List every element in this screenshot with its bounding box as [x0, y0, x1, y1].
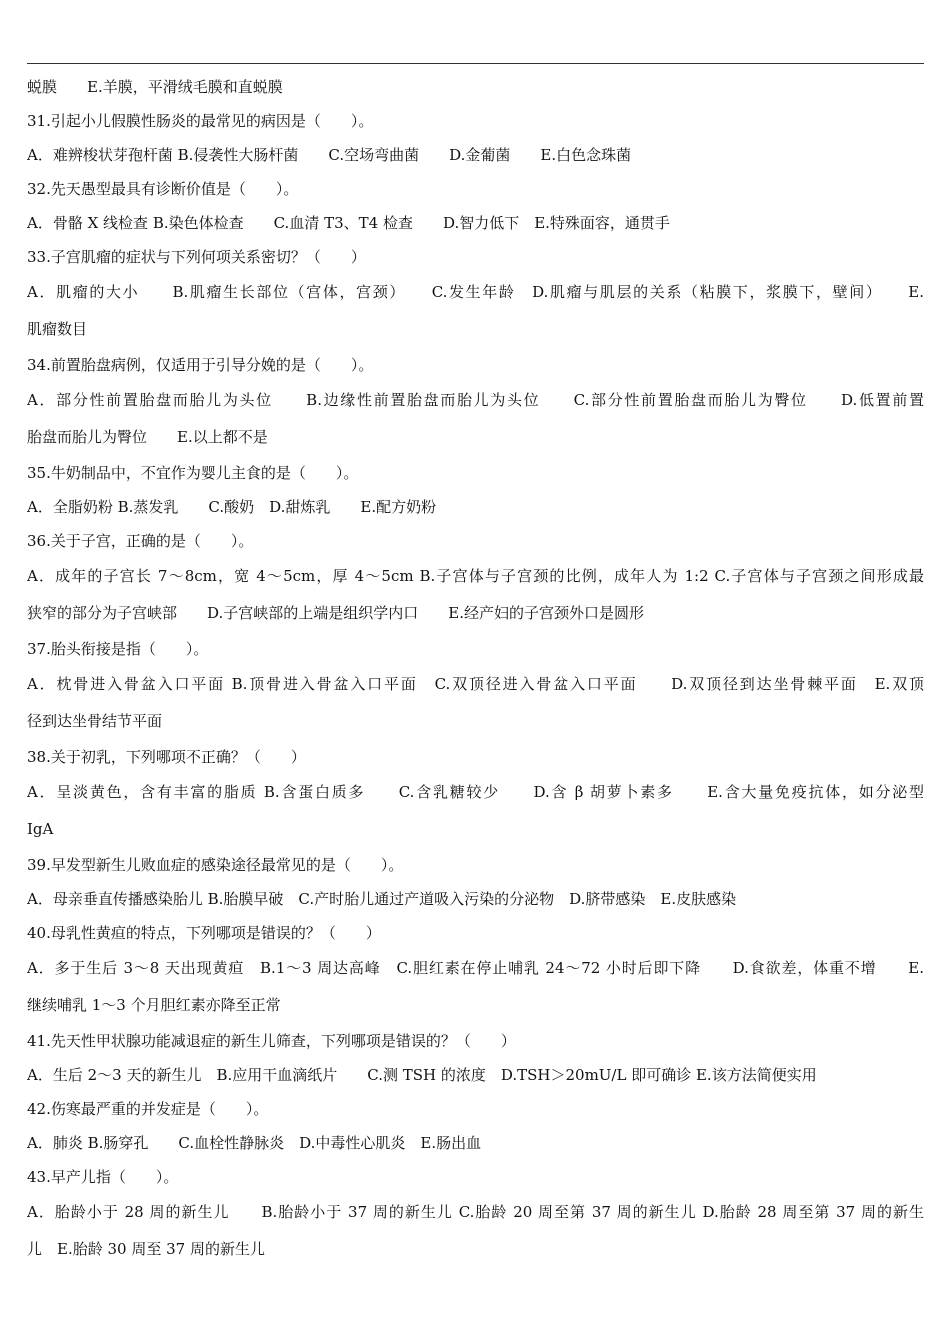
question-32-options: A．骨骼 X 线检查 B.染色体检查 C.血清 T3、T4 检查 D.智力低下 E.特殊面容，通贯手 — [27, 214, 670, 232]
question-42-options: A．肺炎 B.肠穿孔 C.血栓性静脉炎 D.中毒性心肌炎 E.肠出血 — [27, 1134, 482, 1152]
question-31-options: A．难辨梭状芽孢杆菌 B.侵袭性大肠杆菌 C.空场弯曲菌 D.金葡菌 E.白色念珠菌 — [27, 146, 632, 164]
question-37-options: A．枕骨进入骨盆入口平面 B.顶骨进入骨盆入口平面 C.双顶径进入骨盆入口平面 D.双顶径到达坐骨棘平面 E.双顶 — [27, 675, 924, 693]
question-37: 37.胎头衔接是指（ ）。 — [27, 640, 209, 658]
question-33: 33.子宫肌瘤的症状与下列何项关系密切？（ ） — [27, 248, 366, 266]
question-38-options: A．呈淡黄色，含有丰富的脂质 B.含蛋白质多 C.含乳糖较少 D.含 β 胡萝卜素多 E.含大量免疫抗体，如分泌型 — [27, 783, 924, 801]
question-35-options: A．全脂奶粉 B.蒸发乳 C.酸奶 D.甜炼乳 E.配方奶粉 — [27, 498, 437, 516]
question-31: 31.引起小儿假膜性肠炎的最常见的病因是（ ）。 — [27, 112, 374, 130]
question-39: 39.早发型新生儿败血症的感染途径最常见的是（ ）。 — [27, 856, 404, 874]
text-line-continuation: 蜕膜 E.羊膜，平滑绒毛膜和直蜕膜 — [27, 78, 283, 96]
question-33-options-cont: 肌瘤数目 — [27, 320, 88, 338]
question-35: 35.牛奶制品中，不宜作为婴儿主食的是（ ）。 — [27, 464, 359, 482]
question-33-options: A．肌瘤的大小 B.肌瘤生长部位（宫体，宫颈） C.发生年龄 D.肌瘤与肌层的关系（粘膜下，浆膜下，壁间） E. — [27, 283, 924, 301]
question-36: 36.关于子宫，正确的是（ ）。 — [27, 532, 254, 550]
question-38-options-cont: IgA — [27, 820, 54, 838]
question-32: 32.先天愚型最具有诊断价值是（ ）。 — [27, 180, 299, 198]
question-41-options: A．生后 2～3 天的新生儿 B.应用干血滴纸片 C.测 TSH 的浓度 D.TSH＞20mU/L 即可确诊 E.该方法简便实用 — [27, 1066, 817, 1084]
question-42: 42.伤寒最严重的并发症是（ ）。 — [27, 1100, 269, 1118]
document-body — [27, 70, 924, 1268]
question-34: 34.前置胎盘病例，仅适用于引导分娩的是（ ）。 — [27, 356, 374, 374]
question-41: 41.先天性甲状腺功能减退症的新生儿筛查，下列哪项是错误的？（ ） — [27, 1032, 516, 1050]
question-39-options: A．母亲垂直传播感染胎儿 B.胎膜早破 C.产时胎儿通过产道吸入污染的分泌物 D.脐带感染 E.皮肤感染 — [27, 890, 737, 908]
question-40-options: A．多于生后 3～8 天出现黄疸 B.1～3 周达高峰 C.胆红素在停止哺乳 24～72 小时后即下降 D.食欲差，体重不增 E. — [27, 959, 924, 977]
question-38: 38.关于初乳，下列哪项不正确？（ ） — [27, 748, 306, 766]
header-rule — [27, 63, 924, 64]
question-43-options: A．胎龄小于 28 周的新生儿 B.胎龄小于 37 周的新生儿 C.胎龄 20 周至第 37 周的新生儿 D.胎龄 28 周至第 37 周的新生 — [27, 1203, 924, 1221]
question-36-options-cont: 狭窄的部分为子宫峡部 D.子宫峡部的上端是组织学内口 E.经产妇的子宫颈外口是圆形 — [27, 604, 644, 622]
question-37-options-cont: 径到达坐骨结节平面 — [27, 712, 163, 730]
question-36-options: A．成年的子宫长 7～8cm，宽 4～5cm，厚 4～5cm B.子宫体与子宫颈的比例，成年人为 1:2 C.子宫体与子宫颈之间形成最 — [27, 567, 924, 585]
question-43: 43.早产儿指（ ）。 — [27, 1168, 179, 1186]
question-34-options-cont: 胎盘而胎儿为臀位 E.以上都不是 — [27, 428, 268, 446]
question-43-options-cont: 儿 E.胎龄 30 周至 37 周的新生儿 — [27, 1240, 265, 1258]
question-40-options-cont: 继续哺乳 1～3 个月胆红素亦降至正常 — [27, 996, 281, 1014]
question-40: 40.母乳性黄疸的特点，下列哪项是错误的？（ ） — [27, 924, 381, 942]
question-34-options: A．部分性前置胎盘而胎儿为头位 B.边缘性前置胎盘而胎儿为头位 C.部分性前置胎盘而胎儿为臀位 D.低置前置 — [27, 391, 924, 409]
